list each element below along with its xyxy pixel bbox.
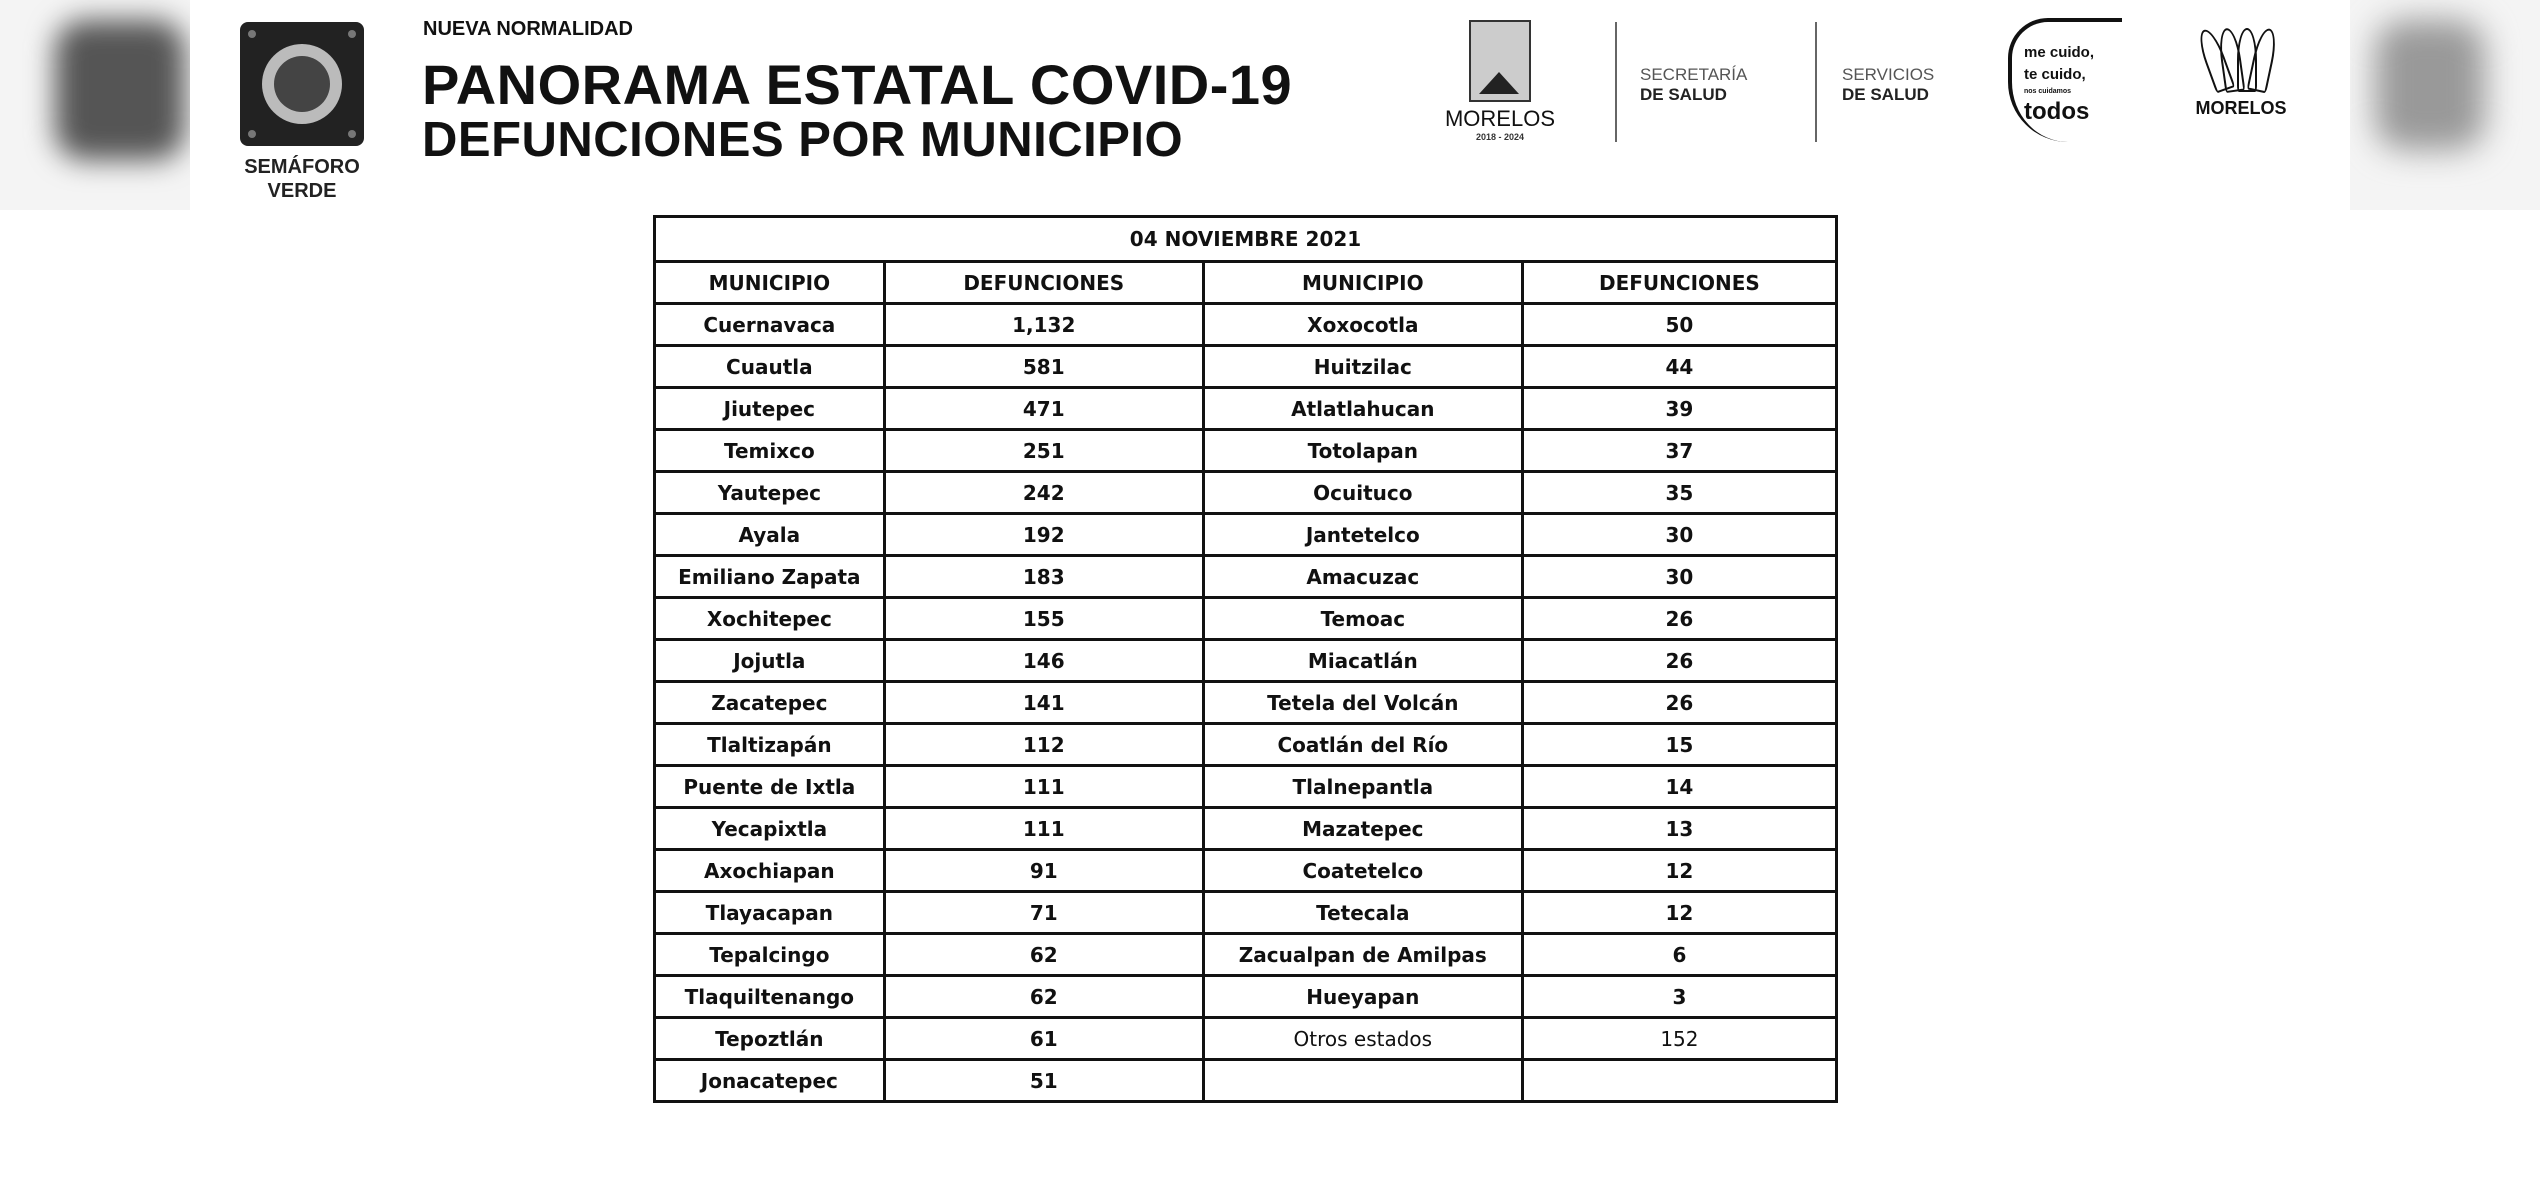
defunciones-cell: 111 <box>884 766 1203 808</box>
morelos-flower-logo <box>2186 22 2296 119</box>
defunciones-cell: 155 <box>884 598 1203 640</box>
municipio-cell: Emiliano Zapata <box>655 556 885 598</box>
table-row <box>655 850 1837 892</box>
table-row <box>655 724 1837 766</box>
coat-of-arms-icon <box>1469 20 1531 102</box>
defunciones-cell: 37 <box>1522 430 1836 472</box>
municipio-cell <box>1203 1060 1522 1102</box>
morelos-coat-of-arms-logo <box>1440 20 1560 142</box>
municipio-cell: Atlatlahucan <box>1203 388 1522 430</box>
column-header: MUNICIPIO <box>655 262 885 304</box>
defunciones-cell: 62 <box>884 976 1203 1018</box>
defunciones-cell: 192 <box>884 514 1203 556</box>
table-header-row <box>655 262 1837 304</box>
secretaria-salud-logo <box>1640 65 1747 105</box>
semaforo-label-line2: VERDE <box>267 180 337 202</box>
table-row <box>655 976 1837 1018</box>
municipio-cell: Tlaquiltenango <box>655 976 885 1018</box>
municipio-cell: Axochiapan <box>655 850 885 892</box>
municipio-cell: Tlalnepantla <box>1203 766 1522 808</box>
defunciones-cell: 26 <box>1522 598 1836 640</box>
municipio-cell: Huitzilac <box>1203 346 1522 388</box>
municipio-cell: Xochitepec <box>655 598 885 640</box>
morelos-logo-years: 2018 - 2024 <box>1475 132 1525 142</box>
table-row <box>655 892 1837 934</box>
table-row <box>655 640 1837 682</box>
secretaria-line2: DE SALUD <box>1640 85 1727 104</box>
column-header: MUNICIPIO <box>1203 262 1522 304</box>
table-row <box>655 598 1837 640</box>
defunciones-cell: 30 <box>1522 556 1836 598</box>
municipio-cell: Zacualpan de Amilpas <box>1203 934 1522 976</box>
table-row <box>655 346 1837 388</box>
defunciones-cell: 13 <box>1522 808 1836 850</box>
table-row <box>655 1060 1837 1102</box>
table-row <box>655 934 1837 976</box>
divider <box>1615 22 1617 142</box>
page-title: PANORAMA ESTATAL COVID-19 <box>422 53 1293 116</box>
municipio-cell: Puente de Ixtla <box>655 766 885 808</box>
semaforo-label <box>220 155 384 203</box>
secretaria-line1: SECRETARÍA <box>1640 65 1748 84</box>
municipio-cell: Temoac <box>1203 598 1522 640</box>
municipio-cell: Jantetelco <box>1203 514 1522 556</box>
defunciones-cell: 30 <box>1522 514 1836 556</box>
defunciones-cell: 15 <box>1522 724 1836 766</box>
municipio-cell: Temixco <box>655 430 885 472</box>
municipio-cell: Yautepec <box>655 472 885 514</box>
municipio-cell: Xoxocotla <box>1203 304 1522 346</box>
defunciones-cell: 91 <box>884 850 1203 892</box>
defunciones-cell: 62 <box>884 934 1203 976</box>
municipio-cell: Tetecala <box>1203 892 1522 934</box>
cuido-line1: me cuido, <box>2024 44 2095 61</box>
table-row <box>655 430 1837 472</box>
deaths-table <box>653 215 1838 1103</box>
municipio-cell: Cuernavaca <box>655 304 885 346</box>
semaforo-label-line1: SEMÁFORO <box>244 156 360 178</box>
table-date: 04 NOVIEMBRE 2021 <box>655 217 1837 262</box>
municipio-cell: Jojutla <box>655 640 885 682</box>
defunciones-cell: 14 <box>1522 766 1836 808</box>
table-row <box>655 388 1837 430</box>
flower-icon <box>2201 22 2281 92</box>
defunciones-cell: 44 <box>1522 346 1836 388</box>
defunciones-cell: 71 <box>884 892 1203 934</box>
defunciones-cell: 6 <box>1522 934 1836 976</box>
table-row <box>655 556 1837 598</box>
morelos2-logo-name: MORELOS <box>2195 98 2287 118</box>
defunciones-cell: 183 <box>884 556 1203 598</box>
municipio-cell: Ocuituco <box>1203 472 1522 514</box>
defunciones-cell: 471 <box>884 388 1203 430</box>
page-subtitle: DEFUNCIONES POR MUNICIPIO <box>422 113 1184 167</box>
municipio-cell: Coatlán del Río <box>1203 724 1522 766</box>
kicker: NUEVA NORMALIDAD <box>423 18 633 40</box>
defunciones-cell: 152 <box>1522 1018 1836 1060</box>
column-header: DEFUNCIONES <box>1522 262 1836 304</box>
defunciones-cell: 26 <box>1522 682 1836 724</box>
table-row <box>655 1018 1837 1060</box>
blurred-right-border <box>2350 0 2540 210</box>
column-header: DEFUNCIONES <box>884 262 1203 304</box>
municipio-cell: Miacatlán <box>1203 640 1522 682</box>
me-cuido-logo <box>2008 18 2128 143</box>
defunciones-cell: 26 <box>1522 640 1836 682</box>
municipio-cell: Hueyapan <box>1203 976 1522 1018</box>
defunciones-cell: 146 <box>884 640 1203 682</box>
defunciones-cell: 61 <box>884 1018 1203 1060</box>
municipio-cell: Tlaltizapán <box>655 724 885 766</box>
defunciones-cell: 3 <box>1522 976 1836 1018</box>
morelos-logo-name: MORELOS <box>1444 106 1556 131</box>
municipio-cell: Totolapan <box>1203 430 1522 472</box>
blurred-left-border <box>0 0 190 210</box>
defunciones-cell: 39 <box>1522 388 1836 430</box>
table-row <box>655 304 1837 346</box>
table-row <box>655 808 1837 850</box>
cuido-line3: nos cuidamos <box>2024 88 2072 95</box>
defunciones-cell: 51 <box>884 1060 1203 1102</box>
defunciones-cell: 12 <box>1522 892 1836 934</box>
municipio-cell: Yecapixtla <box>655 808 885 850</box>
defunciones-cell: 35 <box>1522 472 1836 514</box>
municipio-cell: Amacuzac <box>1203 556 1522 598</box>
cuido-line4: todos <box>2024 98 2090 125</box>
servicios-line2: DE SALUD <box>1842 85 1929 104</box>
servicios-line1: SERVICIOS <box>1842 65 1935 84</box>
municipio-cell: Tepoztlán <box>655 1018 885 1060</box>
defunciones-cell: 1,132 <box>884 304 1203 346</box>
defunciones-cell: 12 <box>1522 850 1836 892</box>
municipio-cell: Jiutepec <box>655 388 885 430</box>
defunciones-cell: 112 <box>884 724 1203 766</box>
table-row <box>655 766 1837 808</box>
municipio-cell: Tetela del Volcán <box>1203 682 1522 724</box>
municipio-cell: Jonacatepec <box>655 1060 885 1102</box>
defunciones-cell: 141 <box>884 682 1203 724</box>
municipio-cell: Coatetelco <box>1203 850 1522 892</box>
municipio-cell: Otros estados <box>1203 1018 1522 1060</box>
table-row <box>655 514 1837 556</box>
municipio-cell: Mazatepec <box>1203 808 1522 850</box>
divider <box>1815 22 1817 142</box>
semaforo-logo-icon <box>240 22 364 146</box>
servicios-salud-logo <box>1842 65 1934 105</box>
defunciones-cell <box>1522 1060 1836 1102</box>
defunciones-cell: 111 <box>884 808 1203 850</box>
defunciones-cell: 242 <box>884 472 1203 514</box>
table-row <box>655 682 1837 724</box>
municipio-cell: Tepalcingo <box>655 934 885 976</box>
municipio-cell: Cuautla <box>655 346 885 388</box>
municipio-cell: Tlayacapan <box>655 892 885 934</box>
municipio-cell: Ayala <box>655 514 885 556</box>
defunciones-cell: 581 <box>884 346 1203 388</box>
header <box>190 0 2350 210</box>
cuido-line2: te cuido, <box>2024 66 2086 83</box>
defunciones-cell: 251 <box>884 430 1203 472</box>
table-row <box>655 472 1837 514</box>
defunciones-cell: 50 <box>1522 304 1836 346</box>
municipio-cell: Zacatepec <box>655 682 885 724</box>
